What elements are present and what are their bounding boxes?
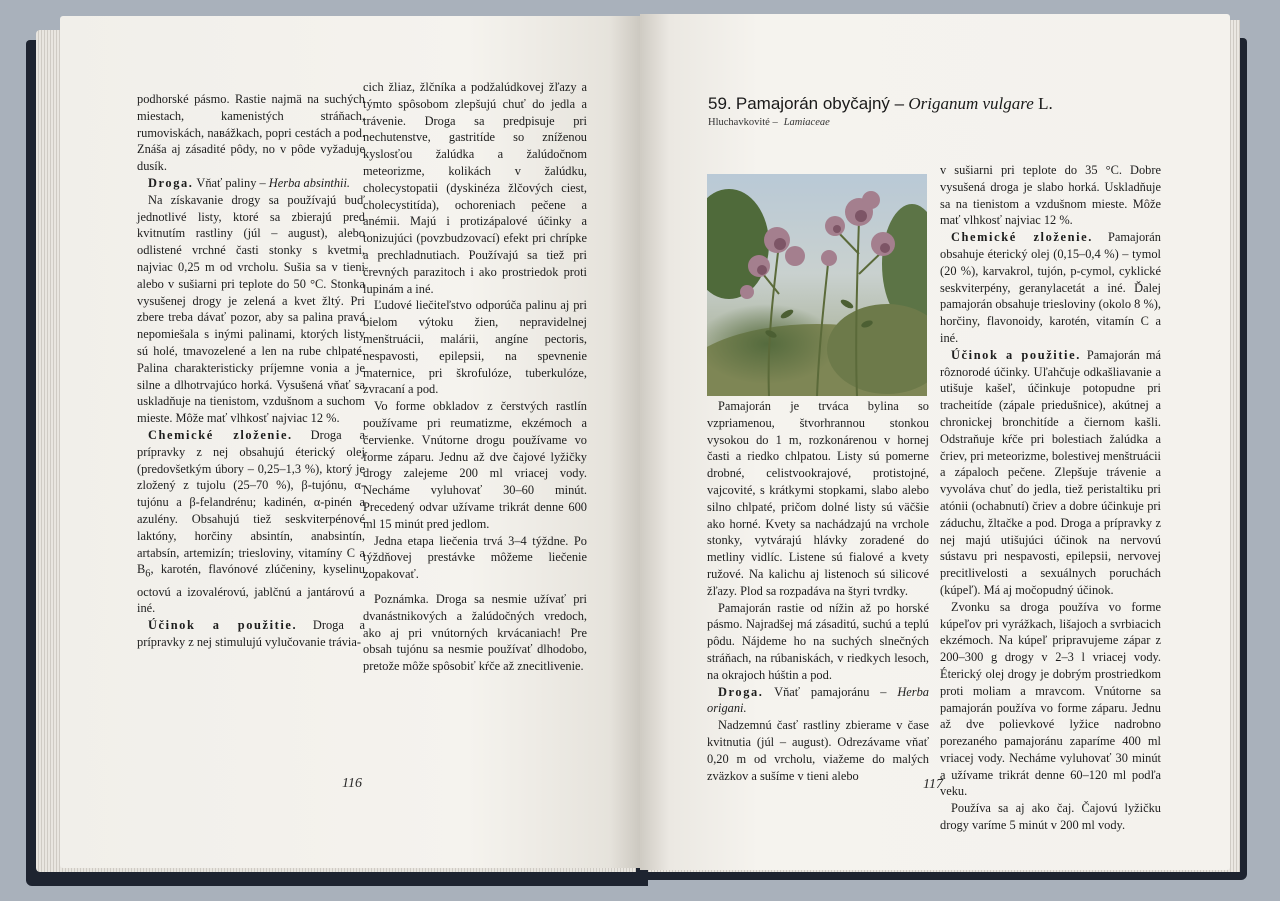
paragraph: Zvonku sa droga používa vo forme kúpeľov pri vyrážkach, lišajoch a svrbiacich ekzémoch. Na kúpeľ pripravujeme zápar z 200–300 g drogy v 2–3 l vriacej vody. Éterický olej drogy je dobrým prostriedkom proti moliam a mravcom. Vnútorne sa pamajorán používa vo forme záparu. Jednu až dve polievkové lyžice nadrobno porezaného pamajoránu zaparíme 400 ml vriacej vody. Necháme vyluhovať 30 minút a užívame trikrát denne 60–120 ml podľa veku. <box>940 599 1161 799</box>
latin-name: Herba absinthii. <box>268 175 351 190</box>
paragraph-text: Pamajorán obsahuje éterický olej (0,15–0,4 %) – tymol (20 %), karvakrol, tujón, p-cymol, cyklické seskviterpény, geranylacetát a iné. Ďalej pamajorán obsahuje triesloviny (okolo 8 %), horčiny, flavonoidy, karotén, vitamín C a iné. <box>940 230 1161 345</box>
usage-paragraph <box>940 347 1161 599</box>
section-heading: Účinok a použitie. <box>951 347 1081 362</box>
usage-paragraph <box>137 617 365 651</box>
right-page-column-1 <box>707 398 929 784</box>
left-page-column-1 <box>137 91 365 651</box>
paragraph: v sušiarni pri teplote do 35 °C. Dobre vysušená droga je slabo horká. Uskladňuje sa na tienistom a vzdušnom mieste. Môže mať vlhkosť najviac 12 %. <box>940 163 1161 228</box>
paragraph: Nadzemnú časť rastliny zbierame v čase kvitnutia (júl – august). Odrezávame vňať 0,20 m od vrcholu, viažeme do malých zväzkov a sušíme v tieni alebo <box>707 718 929 783</box>
paragraph: cich žliaz, žlčníka a podžalúdkovej žľazy a týmto spôsobom zlepšujú chuť do jedla a trávenie. Droga sa predpisuje pri nechutenstve, gastritíde so zníženou kyslosťou žalúdka a žalúdočnom meteorizme, kolikách v žalúdku, cholecystopatii (dyskinéza žlčových ciest, cholecystitída), ochoreniach pečene a anémii. Majú i protizápalové účinky a tonizujúci (povzbudzovací) efekt pri chrípke a prechladnutiach. Používajú sa tiež pri črevných parazitoch i ako prostriedok proti lupinám a iné. <box>363 80 587 296</box>
family-latin: Lamiaceae <box>783 117 830 128</box>
paragraph: Pamajorán je trváca bylina so vzpriamenou, štvorhrannou stonkou vysokou do 1 m, rozkonárenou v hornej časti a riedko chlpatou. Listy sú pomerne drobné, celistvookrajové, protistojné, vajcovité, s krátkymi stopkami, slabo alebo silno chlpaté, pričom dolné listy sú väčšie ako horné. Kvety sa nachádzajú na vrchole stonky, vytvárajú hlávky zoradené do metliny vidlíc. Listene sú fialové a kvety ružové. Na kalichu aj listenoch sú silicové žľazy. Plod sa rozpadáva na štyri tvrdky. <box>707 399 929 598</box>
oregano-photo <box>707 174 927 396</box>
droga-paragraph <box>707 684 929 718</box>
paragraph: Na získavanie drogy sa používajú buď jednotlivé listy, ktoré sa zbierajú pred kvitnutím rastliny (júl – august), alebo odlistené vrchné časti stonky s kvetmi, najviac 0,25 m od vrcholu. Sušia sa v tieni alebo v sušiarni pri teplote do 50 °C. Stonka vysušenej drogy je zelená a kvet žltý. Pri zbere treba dávať pozor, aby sa palina pravá nepomiešala s inými palinami, ktorých listy sú holé, tmavozelené a len na rube chlpaté. Palina charakteristicky príjemne vonia a je silne a dlhotrvajúco horká. Vysušená vňať sa uskladňuje na tienistom, vzdušnom a suchom mieste. Môže mať vlhkosť najviac 12 %. <box>137 192 365 426</box>
paragraph-text: Vňať paliny – <box>193 175 269 190</box>
paragraph: Pamajorán rastie od nížin až po horské pásmo. Najradšej má zásaditú, suchú a teplú pôdu. Nájdeme ho na suchých slnečných stráňach, na rúbaniskách, v riedkych lesoch, na okrajoch húštin a pod. <box>707 600 929 682</box>
left-page <box>60 16 644 868</box>
author-abbrev: L. <box>1038 94 1053 113</box>
family-name: Hluchavkovité – <box>708 117 778 128</box>
latin-name: Herba origani. <box>707 684 929 716</box>
droga-paragraph <box>137 175 365 192</box>
section-heading: Chemické zloženie. <box>148 427 293 442</box>
paragraph-text: Droga a prípravky z nej stimulujú vylučovanie tráviа- <box>137 618 365 649</box>
section-heading: Účinok a použitie. <box>148 618 298 633</box>
right-page <box>640 14 1230 870</box>
paragraph-text: Pamajorán má rôznorodé účinky. Uľahčuje odkašliavanie a utišuje kašeľ, účinkuje potopudne pri tracheitíde (zápale priedušnice), akútnej a chronickej bronchitíde a čiernom kašli. Odstraňuje kŕče pri bolestiach žalúdka a čriev, pri meteorizme, bolestivej menštruácii a zápaloch pečene. Zlepšuje trávenie a vyvoláva chuť do jedla, tiež peristaltiku pri atónii (ochabnutí) čriev a dobre účinkuje pri záduchu, žltačke a pod. Droga a prípravky z nej majú utišujúci účinok na nervovú sústavu pri nespavosti, epilepsii, nervovej precitlivelosti a sexuálnych poruchách (kúpeľ). Má aj močopudný účinok. <box>940 347 1161 597</box>
paragraph: Jedna etapa liečenia trvá 3–4 týždne. Po týždňovej prestávke môžeme liečenie zopakovať. <box>363 533 587 582</box>
chemistry-paragraph <box>137 427 365 617</box>
section-heading: Chemické zloženie. <box>951 230 1093 245</box>
paragraph-text: , karotén, flavónové zlúčeniny, kyselinu octovú a izovalérovú, jablčnú a jantárovú a iné. <box>137 562 365 616</box>
right-page-column-2 <box>940 162 1161 834</box>
left-page-column-2 <box>363 79 587 675</box>
subscript: 6 <box>145 568 151 580</box>
plant-family <box>708 117 830 128</box>
article-title <box>708 94 1168 114</box>
common-name: Pamajorán obyčajný – <box>735 94 905 113</box>
paragraph-text: Vňať pamajoránu – <box>763 684 898 699</box>
paragraph-text: Droga a prípravky z nej obsahujú éterický olej (predovšetkým úbory – 0,25–1,3 %), ktorý je zložený z tujolu (25–70 %), β-tujónu, α-tujónu a β-felandrénu; kadinén, α-pinén a azulény. Obsahujú tiež seskviterpénové laktóny, horčiny absintín, anabsintín, artabsín, artemizín; triesloviny, vitamíny C a B <box>137 427 365 577</box>
page-number: 116 <box>342 776 362 791</box>
chemistry-paragraph <box>940 229 1161 347</box>
paragraph: Ľudové liečiteľstvo odporúča palinu aj pri bielom výtoku žien, nepravidelnej menštruácii, malárii, angíne pectoris, nespavosti, epilepsii, na spevnenie maternice, pri škrofulóze, tuberkulóze, zvracaní a pod. <box>363 298 587 397</box>
paragraph: podhorské pásmo. Rastie najmä na suchých miestach, kamenistých stráňach, rumoviskách, nавážkach, popri cestách a pod. Znáša aj zásadité pôdy, no v pôde vyžaduje dusík. <box>137 92 365 174</box>
note-paragraph: Poznámka. Droga sa nesmie užívať pri dvanástnikových a žalúdočných vredoch, ako aj pri vnútorných krvácaniach! Pre obsah tujónu sa nesmie používať dlhodobo, pretože môže spôsobiť kŕče až znecitlivenie. <box>363 591 587 674</box>
latin-name: Origanum vulgare <box>908 94 1034 113</box>
section-heading: Droga. <box>148 175 194 190</box>
paragraph: Používa sa aj ako čaj. Čajovú lyžičku drogy varíme 5 minút v 200 ml vody. <box>940 801 1161 833</box>
section-heading: Droga. <box>718 684 764 699</box>
article-number: 59. <box>708 94 732 113</box>
paragraph: Vo forme obkladov z čerstvých rastlín používame pri reumatizme, ekzémoch a červienke. Vnútorne drogu používame vo forme záparu. Jednu až dve čajové lyžičky drogy zalejeme 200 ml vriacej vody. Necháme vyluhovať 30–60 minút. Precedený odvar užívame trikrát denne 600 ml 15 minút pred jedlom. <box>363 399 587 531</box>
page-number: 117 <box>923 777 943 792</box>
